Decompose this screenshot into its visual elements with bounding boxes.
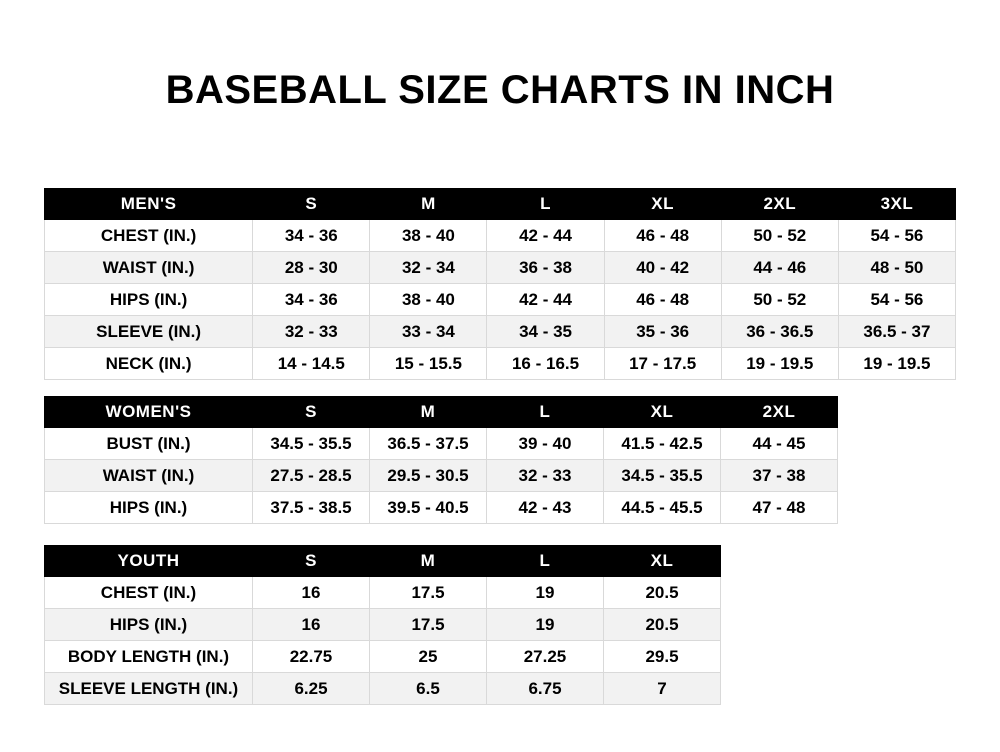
row-label: HIPS (IN.) [45, 284, 253, 316]
cell: 50 - 52 [721, 220, 838, 252]
cell: 36 - 36.5 [721, 316, 838, 348]
table-row [45, 220, 956, 252]
cell: 28 - 30 [253, 252, 370, 284]
cell: 16 - 16.5 [487, 348, 604, 380]
cell: 44 - 46 [721, 252, 838, 284]
cell: 42 - 43 [487, 492, 604, 524]
row-label: NECK (IN.) [45, 348, 253, 380]
cell: 17.5 [370, 609, 487, 641]
cell: 15 - 15.5 [370, 348, 487, 380]
cell: 34.5 - 35.5 [604, 460, 721, 492]
cell: 16 [253, 577, 370, 609]
cell: 6.25 [253, 673, 370, 705]
cell: 19 [487, 577, 604, 609]
cell: 46 - 48 [604, 284, 721, 316]
cell: 20.5 [604, 577, 721, 609]
table-header-row [45, 397, 838, 428]
table-row [45, 492, 838, 524]
cell: 39.5 - 40.5 [370, 492, 487, 524]
table-row [45, 673, 721, 705]
cell: 27.25 [487, 641, 604, 673]
cell: 27.5 - 28.5 [253, 460, 370, 492]
cell: 17.5 [370, 577, 487, 609]
cell: 38 - 40 [370, 220, 487, 252]
cell: 46 - 48 [604, 220, 721, 252]
column-header-l: L [487, 397, 604, 428]
cell: 54 - 56 [838, 284, 955, 316]
cell: 19 - 19.5 [721, 348, 838, 380]
cell: 44.5 - 45.5 [604, 492, 721, 524]
column-header-category: MEN'S [45, 189, 253, 220]
table-header-row [45, 546, 721, 577]
cell: 38 - 40 [370, 284, 487, 316]
womens-size-chart [44, 396, 838, 524]
cell: 34 - 36 [253, 284, 370, 316]
cell: 33 - 34 [370, 316, 487, 348]
cell: 29.5 - 30.5 [370, 460, 487, 492]
cell: 42 - 44 [487, 220, 604, 252]
column-header-category: WOMEN'S [45, 397, 253, 428]
row-label: CHEST (IN.) [45, 577, 253, 609]
row-label: HIPS (IN.) [45, 492, 253, 524]
cell: 17 - 17.5 [604, 348, 721, 380]
cell: 20.5 [604, 609, 721, 641]
column-header-2xl: 2XL [721, 189, 838, 220]
cell: 48 - 50 [838, 252, 955, 284]
column-header-3xl: 3XL [838, 189, 955, 220]
cell: 19 [487, 609, 604, 641]
cell: 32 - 34 [370, 252, 487, 284]
cell: 29.5 [604, 641, 721, 673]
cell: 44 - 45 [721, 428, 838, 460]
cell: 22.75 [253, 641, 370, 673]
table-row [45, 428, 838, 460]
page-title: BASEBALL SIZE CHARTS IN INCH [165, 68, 835, 112]
cell: 42 - 44 [487, 284, 604, 316]
row-label: CHEST (IN.) [45, 220, 253, 252]
cell: 36.5 - 37 [838, 316, 955, 348]
cell: 19 - 19.5 [838, 348, 955, 380]
cell: 7 [604, 673, 721, 705]
column-header-m: M [370, 397, 487, 428]
cell: 14 - 14.5 [253, 348, 370, 380]
cell: 35 - 36 [604, 316, 721, 348]
row-label: WAIST (IN.) [45, 252, 253, 284]
column-header-s: S [253, 189, 370, 220]
cell: 47 - 48 [721, 492, 838, 524]
table-row [45, 348, 956, 380]
row-label: BODY LENGTH (IN.) [45, 641, 253, 673]
cell: 50 - 52 [721, 284, 838, 316]
row-label: SLEEVE (IN.) [45, 316, 253, 348]
table-row [45, 577, 721, 609]
column-header-xl: XL [604, 189, 721, 220]
row-label: BUST (IN.) [45, 428, 253, 460]
cell: 37.5 - 38.5 [253, 492, 370, 524]
column-header-l: L [487, 546, 604, 577]
row-label: HIPS (IN.) [45, 609, 253, 641]
column-header-s: S [253, 397, 370, 428]
cell: 32 - 33 [487, 460, 604, 492]
column-header-xl: XL [604, 397, 721, 428]
column-header-m: M [370, 546, 487, 577]
cell: 34 - 35 [487, 316, 604, 348]
column-header-xl: XL [604, 546, 721, 577]
table-row [45, 609, 721, 641]
cell: 6.75 [487, 673, 604, 705]
table-row [45, 641, 721, 673]
table-row [45, 460, 838, 492]
youth-size-chart [44, 545, 721, 705]
cell: 41.5 - 42.5 [604, 428, 721, 460]
cell: 54 - 56 [838, 220, 955, 252]
cell: 39 - 40 [487, 428, 604, 460]
column-header-2xl: 2XL [721, 397, 838, 428]
cell: 34.5 - 35.5 [253, 428, 370, 460]
table-header-row [45, 189, 956, 220]
cell: 6.5 [370, 673, 487, 705]
row-label: SLEEVE LENGTH (IN.) [45, 673, 253, 705]
table-row [45, 252, 956, 284]
cell: 36 - 38 [487, 252, 604, 284]
cell: 32 - 33 [253, 316, 370, 348]
cell: 40 - 42 [604, 252, 721, 284]
table-row [45, 284, 956, 316]
cell: 36.5 - 37.5 [370, 428, 487, 460]
cell: 25 [370, 641, 487, 673]
table-row [45, 316, 956, 348]
column-header-m: M [370, 189, 487, 220]
cell: 37 - 38 [721, 460, 838, 492]
column-header-l: L [487, 189, 604, 220]
cell: 16 [253, 609, 370, 641]
column-header-category: YOUTH [45, 546, 253, 577]
mens-size-chart [44, 188, 956, 380]
column-header-s: S [253, 546, 370, 577]
row-label: WAIST (IN.) [45, 460, 253, 492]
cell: 34 - 36 [253, 220, 370, 252]
